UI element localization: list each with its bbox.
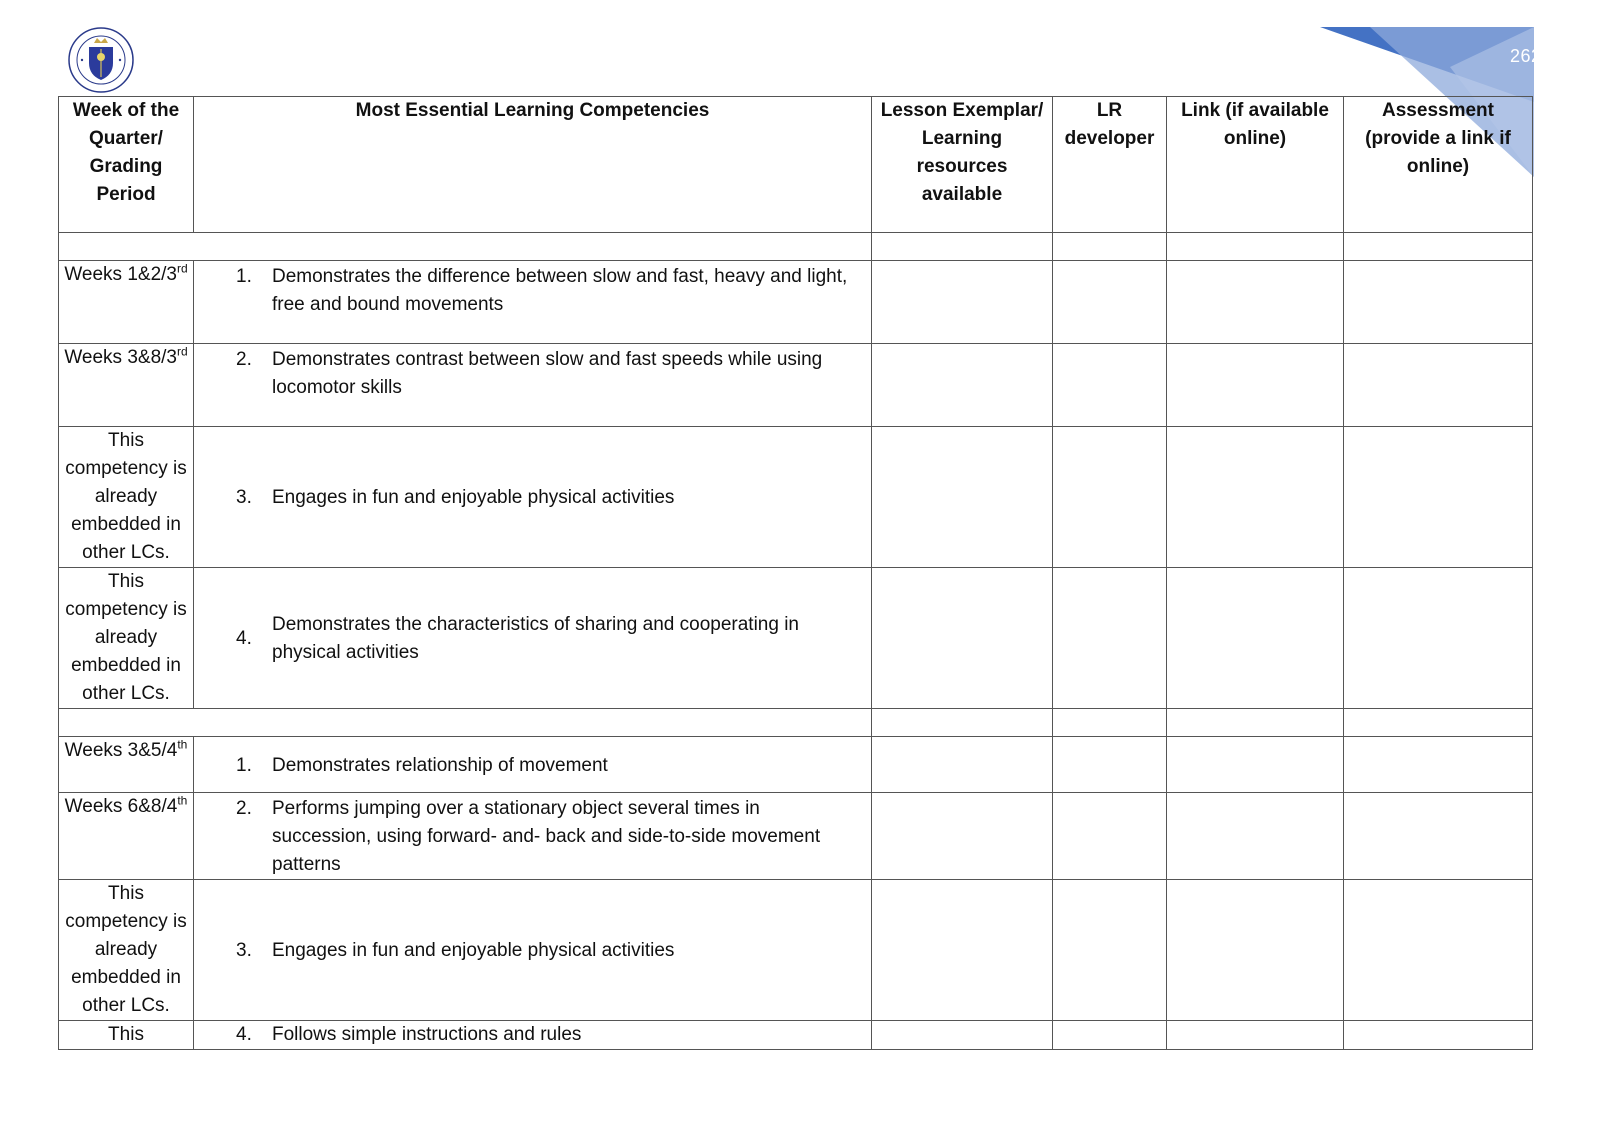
table-row xyxy=(59,793,1533,880)
table-row xyxy=(59,568,1533,709)
spacer-row xyxy=(59,709,1533,737)
header-lr-developer: LR developer xyxy=(1053,97,1167,233)
header-lesson-exemplar: Lesson Exemplar/ Learning resources available xyxy=(872,97,1053,233)
week-cell: This competency is already embedded in other LCs. xyxy=(59,568,194,709)
header-link: Link (if available online) xyxy=(1167,97,1344,233)
competency-cell: 3. Engages in fun and enjoyable physical activities xyxy=(194,427,872,568)
table-row xyxy=(59,1021,1533,1050)
competency-cell: 3. Engages in fun and enjoyable physical activities xyxy=(194,880,872,1021)
competency-cell: 4. Follows simple instructions and rules xyxy=(194,1021,872,1050)
week-cell: This competency is already embedded in other LCs. xyxy=(59,427,194,568)
table-row xyxy=(59,880,1533,1021)
header-row xyxy=(59,97,1533,233)
competency-cell: 2. Demonstrates contrast between slow and fast speeds while using locomotor skills xyxy=(194,344,872,427)
week-cell: This xyxy=(59,1021,194,1050)
page-number: 262 xyxy=(1510,46,1542,66)
table-row xyxy=(59,344,1533,427)
header-week: Week of the Quarter/ Grading Period xyxy=(59,97,194,233)
competency-cell: 1. Demonstrates the difference between slow and fast, heavy and light, free and bound movements xyxy=(194,261,872,344)
week-cell: Weeks 6&8/4th xyxy=(59,793,194,880)
competency-cell: 2. Performs jumping over a stationary object several times in succession, using forward- and- back and side-to-side movement patterns xyxy=(194,793,872,880)
week-cell: This competency is already embedded in other LCs. xyxy=(59,880,194,1021)
week-cell: Weeks 1&2/3rd xyxy=(59,261,194,344)
table-row xyxy=(59,427,1533,568)
competency-table xyxy=(58,96,1533,1050)
header-competencies: Most Essential Learning Competencies xyxy=(194,97,872,233)
week-cell: Weeks 3&8/3rd xyxy=(59,344,194,427)
table-row xyxy=(59,737,1533,793)
spacer-row xyxy=(59,233,1533,261)
competency-cell: 1. Demonstrates relationship of movement xyxy=(194,737,872,793)
week-cell: Weeks 3&5/4th xyxy=(59,737,194,793)
competency-cell: 4. Demonstrates the characteristics of sharing and cooperating in physical activities xyxy=(194,568,872,709)
deped-seal-logo xyxy=(68,27,134,93)
table-row xyxy=(59,261,1533,344)
header-assessment: Assessment (provide a link if online) xyxy=(1344,97,1533,233)
